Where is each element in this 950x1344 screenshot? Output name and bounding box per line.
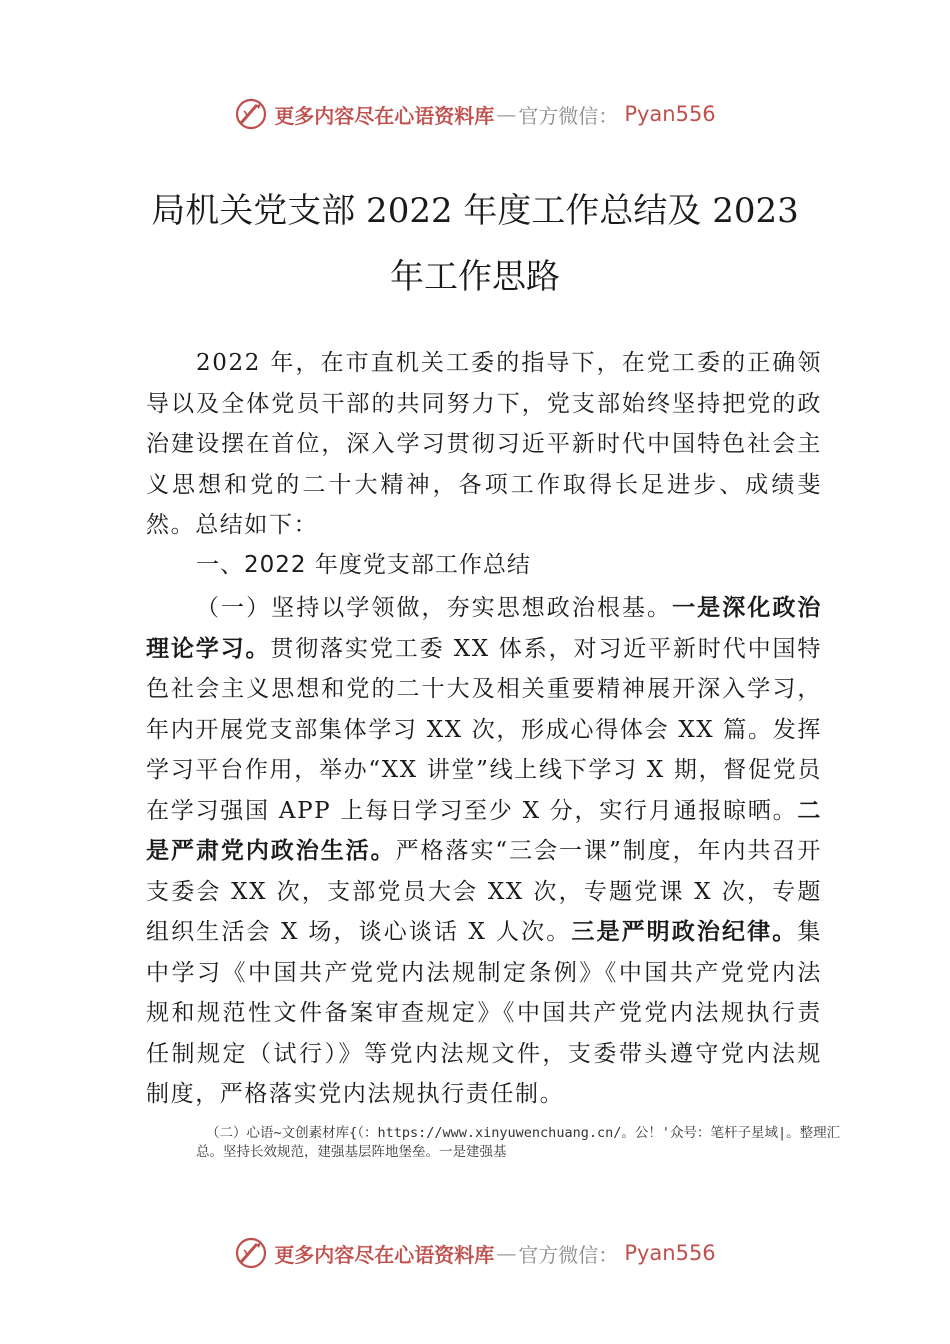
point1-text: 贯彻落实党工委 XX 体系，对习近平新时代中国特色社会主义思想和党的二十大及相关重要精神展开深入学习，年内开展党支部集体学习 XX 次，形成心得体会 XX 篇。发挥学习平台作用，举办“XX 讲堂”线上线下学习 X 期，督促党员在学习强国 APP 上每日学习至少 X 分，实行月通报晾晒。 xyxy=(146,635,822,824)
section1-paragraph xyxy=(146,588,822,1115)
banner-main-text: 更多内容尽在心语资料库 xyxy=(274,1242,495,1267)
section1-lead: （一）坚持以学领做，夯实思想政治根基。 xyxy=(196,595,673,621)
point3-title: 三是严明政治纪律。 xyxy=(571,918,798,945)
brush-logo-icon xyxy=(234,1236,268,1270)
document-title-line2: 年工作思路 xyxy=(390,257,560,297)
banner-wechat-id: Pyan556 xyxy=(624,102,716,126)
document-title-line1: 局机关党支部 2022 年度工作总结及 2023 xyxy=(151,191,799,231)
header-banner xyxy=(0,92,950,136)
section-heading-1: 一、2022 年度党支部工作总结 xyxy=(196,552,531,578)
footer-banner xyxy=(0,1231,950,1275)
banner-label: 官方微信： xyxy=(518,1242,619,1267)
point3-text: 集中学习《中国共产党党内法规制定条例》《中国共产党党内法规和规范性文件备案审查规定》《中国共产党党内法规执行责任制规定（试行）》等党内法规文件，支委带头遵守党内法规制度，严格落实党内法规执行责任制。 xyxy=(146,919,822,1107)
brush-logo-icon xyxy=(234,97,268,131)
banner-separator: — xyxy=(496,1241,517,1265)
intro-paragraph: 2022 年，在市直机关工委的指导下，在党工委的正确领导以及全体党员干部的共同努力下，党支部始终坚持把党的政治建设摆在首位，深入学习贯彻习近平新时代中国特色社会主义思想和党的二十大精神，各项工作取得长足进步、成绩斐然。总结如下： xyxy=(146,350,822,538)
banner-label: 官方微信： xyxy=(518,103,619,128)
point2-text: 严格落实“三会一课”制度，年内共召开支委会 XX 次，支部党员大会 XX 次，专题党课 X 次，专题组织生活会 X 场，谈心谈话 X 人次。 xyxy=(146,838,822,945)
banner-wechat-id: Pyan556 xyxy=(624,1241,716,1265)
banner-separator: — xyxy=(496,102,517,126)
point2-title: 二是严肃党内政治生活。 xyxy=(146,796,822,864)
source-note: （二）心语~文创素材库{（：https://www.xinyuwenchuang.cn/。公！'众号：笔杆子星域|。整理汇总。坚持长效规范，建强基层阵地堡垒。一是建强基 xyxy=(196,1125,841,1160)
banner-main-text: 更多内容尽在心语资料库 xyxy=(274,103,495,128)
point1-title: 一是深化政治理论学习。 xyxy=(146,594,822,662)
